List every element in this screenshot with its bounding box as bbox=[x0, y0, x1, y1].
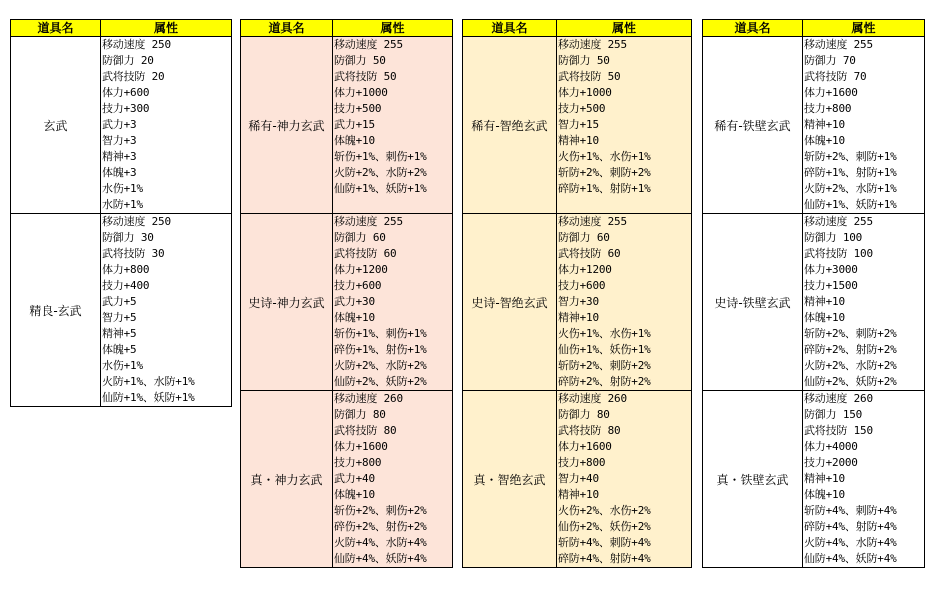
attribute-list bbox=[557, 214, 692, 391]
attribute-line: 武将技防 50 bbox=[334, 70, 397, 83]
attribute-line: 碎防+2%、射防+2% bbox=[804, 343, 897, 356]
attribute-line: 移动速度 255 bbox=[334, 215, 403, 228]
attribute-line: 火伤+2%、水伤+2% bbox=[558, 504, 651, 517]
attribute-line: 仙伤+2%、妖伤+2% bbox=[558, 520, 651, 533]
attribute-line: 武将技防 80 bbox=[558, 424, 621, 437]
attribute-line: 斩防+2%、刺防+2% bbox=[558, 359, 651, 372]
attribute-line: 移动速度 250 bbox=[102, 215, 171, 228]
attribute-line: 斩伤+1%、刺伤+1% bbox=[334, 150, 427, 163]
item-name: 玄武 bbox=[11, 37, 101, 214]
shenli-xuanwu-table bbox=[240, 19, 453, 568]
table-row bbox=[463, 37, 692, 214]
attribute-line: 仙防+2%、妖防+2% bbox=[804, 375, 897, 388]
attribute-line: 仙防+4%、妖防+4% bbox=[804, 552, 897, 565]
attribute-line: 精神+10 bbox=[804, 472, 845, 485]
attribute-line: 武将技防 70 bbox=[804, 70, 867, 83]
attribute-line: 斩防+2%、刺防+2% bbox=[804, 327, 897, 340]
attribute-line: 体魄+10 bbox=[804, 134, 845, 147]
item-name: 稀有-神力玄武 bbox=[241, 37, 333, 214]
zhijue-xuanwu-table bbox=[462, 19, 692, 568]
attribute-line: 技力+500 bbox=[558, 102, 606, 115]
attribute-line: 斩防+4%、刺防+4% bbox=[558, 536, 651, 549]
attribute-line: 仙防+1%、妖防+1% bbox=[102, 391, 195, 404]
item-name-header: 道具名 bbox=[463, 20, 557, 37]
attribute-line: 智力+5 bbox=[102, 311, 137, 324]
attribute-line: 火伤+1%、水伤+1% bbox=[558, 327, 651, 340]
attribute-line: 移动速度 260 bbox=[334, 392, 403, 405]
attribute-line: 碎防+4%、射防+4% bbox=[558, 552, 651, 565]
attribute-line: 水伤+1% bbox=[102, 359, 143, 372]
table-row bbox=[11, 214, 232, 407]
attribute-line: 体力+1600 bbox=[334, 440, 388, 453]
attribute-line: 体力+1600 bbox=[558, 440, 612, 453]
attribute-line: 斩防+2%、刺防+2% bbox=[558, 166, 651, 179]
attribute-line: 武力+30 bbox=[334, 295, 375, 308]
attribute-line: 斩防+4%、刺防+4% bbox=[804, 504, 897, 517]
attribute-list bbox=[333, 37, 453, 214]
header-row bbox=[11, 20, 232, 37]
attribute-line: 仙防+2%、妖防+2% bbox=[334, 375, 427, 388]
item-name: 史诗-智绝玄武 bbox=[463, 214, 557, 391]
attribute-header: 属性 bbox=[803, 20, 925, 37]
attribute-line: 武将技防 80 bbox=[334, 424, 397, 437]
attribute-line: 智力+3 bbox=[102, 134, 137, 147]
attribute-line: 体力+1200 bbox=[334, 263, 388, 276]
attribute-line: 武力+40 bbox=[334, 472, 375, 485]
attribute-line: 武力+5 bbox=[102, 295, 137, 308]
attribute-line: 火防+1%、水防+1% bbox=[102, 375, 195, 388]
item-name: 真・智绝玄武 bbox=[463, 391, 557, 568]
attribute-line: 碎伤+2%、射伤+2% bbox=[334, 520, 427, 533]
attribute-line: 体魄+3 bbox=[102, 166, 137, 179]
attribute-line: 体力+1000 bbox=[334, 86, 388, 99]
attribute-line: 防御力 50 bbox=[334, 54, 386, 67]
item-name-header: 道具名 bbox=[241, 20, 333, 37]
attribute-line: 体力+1200 bbox=[558, 263, 612, 276]
tiebi-xuanwu-table bbox=[702, 19, 925, 568]
attribute-line: 武将技防 50 bbox=[558, 70, 621, 83]
header-row bbox=[463, 20, 692, 37]
table-row bbox=[241, 214, 453, 391]
attribute-line: 技力+500 bbox=[334, 102, 382, 115]
attribute-line: 体魄+10 bbox=[334, 488, 375, 501]
attribute-line: 体魄+10 bbox=[804, 488, 845, 501]
attribute-line: 火防+2%、水防+2% bbox=[334, 166, 427, 179]
attribute-line: 防御力 100 bbox=[804, 231, 863, 244]
attribute-line: 智力+15 bbox=[558, 118, 599, 131]
attribute-line: 技力+800 bbox=[558, 456, 606, 469]
table-row bbox=[11, 37, 232, 214]
attribute-line: 火防+2%、水防+2% bbox=[334, 359, 427, 372]
attribute-line: 斩伤+1%、刺伤+1% bbox=[334, 327, 427, 340]
attribute-line: 精神+3 bbox=[102, 150, 137, 163]
attribute-line: 防御力 50 bbox=[558, 54, 610, 67]
attribute-header: 属性 bbox=[333, 20, 453, 37]
attribute-line: 武将技防 100 bbox=[804, 247, 873, 260]
attribute-line: 智力+30 bbox=[558, 295, 599, 308]
attribute-line: 火防+4%、水防+4% bbox=[804, 536, 897, 549]
item-name: 史诗-神力玄武 bbox=[241, 214, 333, 391]
attribute-line: 斩防+2%、刺防+1% bbox=[804, 150, 897, 163]
attribute-line: 精神+10 bbox=[558, 488, 599, 501]
attribute-list bbox=[557, 37, 692, 214]
header-row bbox=[241, 20, 453, 37]
attribute-line: 精神+10 bbox=[558, 134, 599, 147]
attribute-list bbox=[101, 214, 232, 407]
attribute-line: 武将技防 30 bbox=[102, 247, 165, 260]
attribute-list bbox=[557, 391, 692, 568]
item-name-header: 道具名 bbox=[11, 20, 101, 37]
attribute-line: 智力+40 bbox=[558, 472, 599, 485]
attribute-line: 精神+5 bbox=[102, 327, 137, 340]
attribute-line: 防御力 70 bbox=[804, 54, 856, 67]
attribute-line: 防御力 60 bbox=[558, 231, 610, 244]
attribute-line: 移动速度 255 bbox=[558, 38, 627, 51]
attribute-line: 体魄+10 bbox=[334, 311, 375, 324]
item-name-header: 道具名 bbox=[703, 20, 803, 37]
attribute-line: 武力+15 bbox=[334, 118, 375, 131]
attribute-line: 斩伤+2%、刺伤+2% bbox=[334, 504, 427, 517]
attribute-line: 防御力 150 bbox=[804, 408, 863, 421]
item-name: 真・铁壁玄武 bbox=[703, 391, 803, 568]
attribute-line: 移动速度 250 bbox=[102, 38, 171, 51]
attribute-line: 武将技防 60 bbox=[334, 247, 397, 260]
attribute-line: 技力+2000 bbox=[804, 456, 858, 469]
attribute-list bbox=[333, 391, 453, 568]
attribute-list bbox=[803, 37, 925, 214]
attribute-line: 技力+1500 bbox=[804, 279, 858, 292]
table-row bbox=[241, 37, 453, 214]
attribute-line: 火伤+1%、水伤+1% bbox=[558, 150, 651, 163]
attribute-line: 碎防+1%、射防+1% bbox=[558, 182, 651, 195]
attribute-line: 技力+800 bbox=[804, 102, 852, 115]
attribute-list bbox=[101, 37, 232, 214]
attribute-line: 仙防+4%、妖防+4% bbox=[334, 552, 427, 565]
xuanwu-basic-table bbox=[10, 19, 232, 407]
attribute-line: 碎防+1%、射防+1% bbox=[804, 166, 897, 179]
attribute-line: 移动速度 255 bbox=[804, 38, 873, 51]
item-name: 精良-玄武 bbox=[11, 214, 101, 407]
attribute-line: 火防+4%、水防+4% bbox=[334, 536, 427, 549]
attribute-list bbox=[803, 391, 925, 568]
table-row bbox=[463, 214, 692, 391]
attribute-line: 仙防+1%、妖防+1% bbox=[804, 198, 897, 211]
table-row bbox=[703, 37, 925, 214]
table-row bbox=[703, 391, 925, 568]
attribute-line: 碎防+2%、射防+2% bbox=[558, 375, 651, 388]
attribute-line: 体力+800 bbox=[102, 263, 150, 276]
attribute-line: 移动速度 255 bbox=[804, 215, 873, 228]
attribute-line: 体力+4000 bbox=[804, 440, 858, 453]
attribute-line: 移动速度 255 bbox=[334, 38, 403, 51]
table-row bbox=[703, 214, 925, 391]
attribute-line: 技力+600 bbox=[558, 279, 606, 292]
attribute-line: 仙伤+1%、妖伤+1% bbox=[558, 343, 651, 356]
attribute-header: 属性 bbox=[101, 20, 232, 37]
attribute-list bbox=[803, 214, 925, 391]
attribute-line: 碎伤+1%、射伤+1% bbox=[334, 343, 427, 356]
attribute-line: 体魄+10 bbox=[334, 134, 375, 147]
attribute-line-empty bbox=[558, 197, 691, 213]
attribute-line: 武力+3 bbox=[102, 118, 137, 131]
attribute-line: 武将技防 150 bbox=[804, 424, 873, 437]
attribute-line: 体魄+10 bbox=[804, 311, 845, 324]
attribute-line: 防御力 60 bbox=[334, 231, 386, 244]
attribute-line: 精神+10 bbox=[558, 311, 599, 324]
table-row bbox=[241, 391, 453, 568]
attribute-line: 技力+300 bbox=[102, 102, 150, 115]
attribute-line: 精神+10 bbox=[804, 295, 845, 308]
attribute-line: 武将技防 20 bbox=[102, 70, 165, 83]
attribute-line: 火防+2%、水防+1% bbox=[804, 182, 897, 195]
header-row bbox=[703, 20, 925, 37]
attribute-line: 防御力 20 bbox=[102, 54, 154, 67]
attribute-line: 移动速度 255 bbox=[558, 215, 627, 228]
attribute-line-empty bbox=[334, 197, 452, 213]
attribute-line: 火防+2%、水防+2% bbox=[804, 359, 897, 372]
attribute-line: 体力+3000 bbox=[804, 263, 858, 276]
attribute-line: 体力+1000 bbox=[558, 86, 612, 99]
attribute-header: 属性 bbox=[557, 20, 692, 37]
attribute-line: 水伤+1% bbox=[102, 182, 143, 195]
attribute-line: 体力+1600 bbox=[804, 86, 858, 99]
attribute-line: 防御力 80 bbox=[334, 408, 386, 421]
attribute-line: 精神+10 bbox=[804, 118, 845, 131]
attribute-list bbox=[333, 214, 453, 391]
attribute-line: 碎防+4%、射防+4% bbox=[804, 520, 897, 533]
table-row bbox=[463, 391, 692, 568]
attribute-line: 防御力 80 bbox=[558, 408, 610, 421]
item-name: 真・神力玄武 bbox=[241, 391, 333, 568]
attribute-line: 技力+400 bbox=[102, 279, 150, 292]
attribute-line: 技力+800 bbox=[334, 456, 382, 469]
attribute-line: 仙防+1%、妖防+1% bbox=[334, 182, 427, 195]
attribute-line: 移动速度 260 bbox=[558, 392, 627, 405]
attribute-line: 移动速度 260 bbox=[804, 392, 873, 405]
attribute-line: 防御力 30 bbox=[102, 231, 154, 244]
attribute-line: 武将技防 60 bbox=[558, 247, 621, 260]
item-name: 稀有-智绝玄武 bbox=[463, 37, 557, 214]
attribute-line: 技力+600 bbox=[334, 279, 382, 292]
attribute-line: 体力+600 bbox=[102, 86, 150, 99]
attribute-line: 体魄+5 bbox=[102, 343, 137, 356]
item-name: 稀有-铁壁玄武 bbox=[703, 37, 803, 214]
attribute-line: 水防+1% bbox=[102, 198, 143, 211]
item-name: 史诗-铁壁玄武 bbox=[703, 214, 803, 391]
